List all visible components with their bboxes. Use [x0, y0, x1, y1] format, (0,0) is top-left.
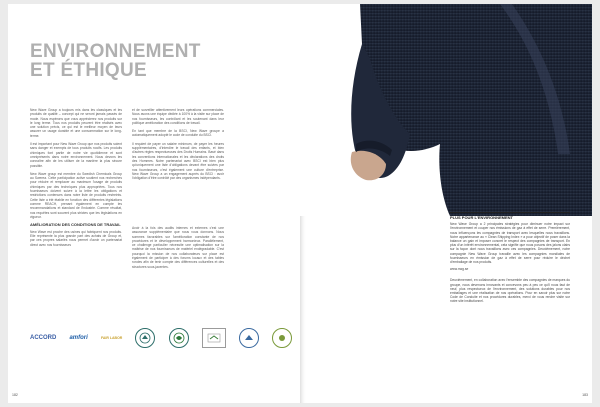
seal-logo-3: [239, 328, 259, 348]
paragraph: et de surveiller attentivement leurs opérations commerciales. Nous avons une équipe dédiée à 100% à la visite sur place de nos fournisseurs, les contrôlant et les soutenant dans leur politique amélioration des conditions de travail.: [132, 108, 224, 125]
sweater-illustration: [300, 4, 592, 216]
paragraph: Avoir à la fois des audits internes et externes c'est une assurance supplémentaire que nous vous donnons. Nous sommes favorables sur l'amélioration constante de nos procédures et le développement harmonieux. Parallèlement, ce challenge particulier nécessite une optimalisation sur la maîtrise de nos fournisseurs de matériel endégradable. C'est pourquoi la mission de nos collaborateurs sur place est également de participer à des forums locaux et des tables rondes afin de tenir compte des différences culturelles et des structures sous-jacentes.: [132, 226, 224, 269]
headline-line-2: ET ÉTHIQUE: [30, 60, 148, 81]
text-column-2: [132, 108, 224, 184]
paragraph: New Wave group est membre du Swedish Chemicals Group au Swerea. Cette participation active soutient nos recherches pour réduire et remplacer au maximum l'usage de produits chimiques par des techniques plus appropriées. Tous nos fournisseurs doivent suivre à la lettre les obligations et restrictions contenues dans notre liste de produits restreints. Cette liste a été établie en fonction des différentes législations comme REACH, prenant également en compte les recommandations et standard de l'industrie. Comme résultat, nos requêtes sont souvent plus strictes que les législations en vigueur.: [30, 171, 122, 219]
sidebar-link[interactable]: www.nwg.se: [450, 267, 469, 272]
amfori-logo: amfori: [69, 335, 88, 341]
right-page: [300, 4, 592, 403]
paragraph: New Wave Group a toujours mis dans les classiques et les produits de qualité – concept qui ne seront jamais passés de mode. Nous espérons que vous apprécierez nos produits sur le long terme. Tous nos produits peuvent être réalisés avec une solution précis, ce qui est le meilleur moyen de leurs assurer un usage durable et une consommation sur le long-terme.: [30, 108, 122, 138]
paragraph: New Wave est proche des usines qui fabriquent nos produits. Elle représente la plus grande part des achats de Group et, par ces propres salariés nous permet d'avoir un partenariat direct avec nos fournisseurs: [30, 229, 122, 247]
text-column-2-lower: [132, 226, 224, 273]
photo-model-sweater: [300, 4, 592, 216]
section-heading: AMÉLIORATION DES CONDITIONS DE TRAVAIL: [30, 222, 121, 228]
page-number-left: 182: [12, 393, 18, 397]
sidebar-environment: [450, 216, 570, 307]
paragraph: En tant que membre de la BSCI, New Wave groupe a automatiquement adopté le code de conduite du BSCI.: [132, 129, 224, 138]
seal-logo-4: [272, 328, 292, 348]
sidebar-paragraph: Deuxièmement, en collaboration avec l'ensemble des compagnies de marques du groupe, nous devenons innovants et concevons peu à peu ce qu'il nous faut de neuf, plus respectueux de l'environnement, des solutions durables pour nos emballages et une réalisation de nos opérations. Pour en savoir plus sur notre Code de Conduite et nos procédures durables, merci de vous rendre visite sur notre site institutionnel.: [450, 278, 570, 304]
partner-logos: [30, 326, 292, 350]
page-number-right: 183: [582, 393, 588, 397]
seal-logo-2: [169, 328, 189, 348]
paragraph: Il requiert de payer un salaire minimum, de payer les heures supplémentaires, d'interdire le travail des enfants, et bien d'autres règles respectueuses des Droits Humains. Basé dans les conventions internationales et les déclarations des droits des Hommes. Notre partenariat avec BSCI est bien plus qu'uniquement une liste d'obligations devant être suivies par nos fournisseurs, c'est également une culture d'entreprise. New Wave Group a un engagement auprès du BSCI : avoir l'obligation d'être contrôlé par des organismes indépendants.: [132, 141, 224, 181]
text-column-1: [30, 108, 122, 251]
page-headline: [30, 42, 201, 80]
sidebar-title: PLUS POUR L'ENVIRONNEMENT: [450, 215, 513, 220]
seal-logo-1: [135, 328, 155, 348]
left-page: [8, 4, 300, 403]
accord-logo: ACCORD: [30, 335, 57, 341]
paragraph: Il est important pour New Wave Group que nos produits soient sans danger et exempts de tous produits nocifs. Les produits chimiques font partie de notre vie quotidienne et sont omniprésents dans notre environnement. Nous devons les connaître afin de les utiliser de la manière la plus sécure possible.: [30, 142, 122, 168]
divider: [450, 212, 570, 213]
sidebar-paragraph: New Wave Group a 2 principales stratégies pour diminuer notre impact sur l'environnement et couper nos émissions de gaz à effet de serre. Premièrement, nous influençons les compagnies de transport avec lesquelles nous travaillons. Notre appartenance au « Clean Shipping Index » a pour objectif de poser dans la balance un gain et imposer concret le respect des compagnies de transport. En plus d'un intérêt environnemental, cela signifie que nous posons des jalons clairs sur la façon dont nous travaillons avec ces compagnies. Deuxièmement, notre compagnie New Wave Group travaille avec les compagnies mondiales de fournisseurs en émission de gaz à effet de serre pour réduire le déchet d'emballage de nos produits.: [450, 222, 570, 265]
fair-labor-logo: FAIR LABOR: [100, 336, 123, 340]
label-logo-1: [202, 328, 226, 348]
headline-line-1: ENVIRONNEMENT: [30, 41, 201, 62]
